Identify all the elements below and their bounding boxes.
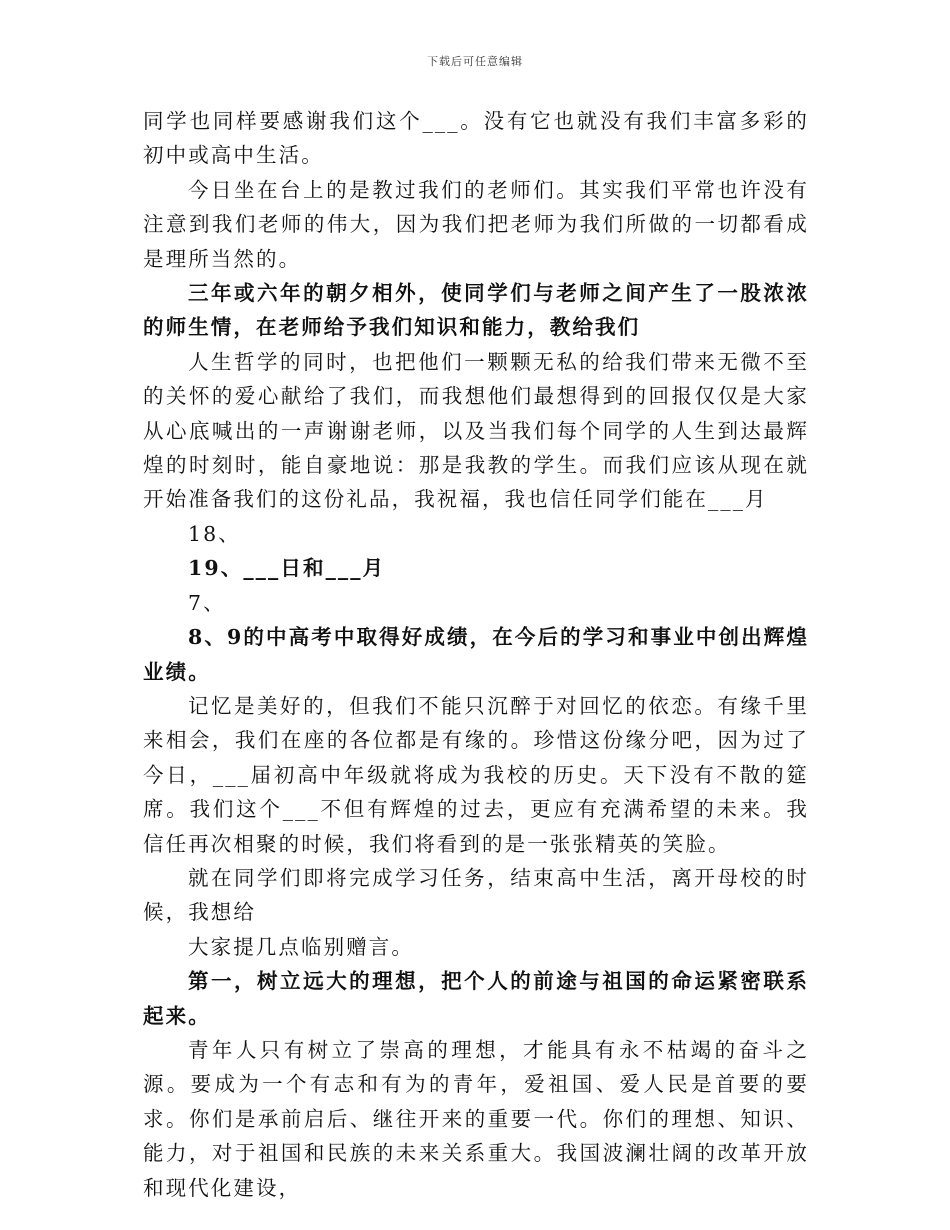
paragraph-4: 人生哲学的同时，也把他们一颗颗无私的给我们带来无微不至的关怀的爱心献给了我们，而我想他们最想得到的回报仅仅是大家从心底喊出的一声谢谢老师，以及当我们每个同学的人生到达最辉煌的时刻时，能自豪地说：那是我教的学生。而我们应该从现在就开始准备我们的这份礼品，我祝福，我也信任同学们能在___月 — [143, 349, 809, 512]
paragraph-9: 记忆是美好的，但我们不能只沉醉于对回忆的依恋。有缘千里来相会，我们在座的各位都是有缘的。珍惜这份缘分吧，因为过了今日，___届初高中年级就将成为我校的历史。天下没有不散的筵席。我们这个___不但有辉煌的过去，更应有充满希望的未来。我信任再次相聚的时候，我们将看到的是一张张精英的笑脸。 — [143, 693, 809, 856]
paragraph-12: 第一，树立远大的理想，把个人的前途与祖国的命运紧密联系起来。 — [143, 969, 809, 1028]
paragraph-11: 大家提几点临别赠言。 — [188, 934, 414, 959]
page-header: 下载后可任意编辑 — [427, 55, 523, 68]
paragraph-2: 今日坐在台上的是教过我们的老师们。其实我们平常也许没有注意到我们老师的伟大，因为我们把老师为我们所做的一切都看成是理所当然的。 — [143, 177, 809, 271]
paragraph-13: 青年人只有树立了崇高的理想，才能具有永不枯竭的奋斗之源。要成为一个有志和有为的青年，爱祖国、爱人民是首要的要求。你们是承前启后、继往开来的重要一代。你们的理想、知识、能力，对于祖国和民族的未来关系重大。我国波澜壮阔的改革开放和现代化建设， — [143, 1037, 809, 1200]
paragraph-3: 三年或六年的朝夕相外，使同学们与老师之间产生了一股浓浓的师生情，在老师给予我们知识和能力，教给我们 — [143, 281, 809, 340]
document-body — [143, 104, 809, 1205]
paragraph-8: 8、9的中高考中取得好成绩，在今后的学习和事业中创出辉煌业绩。 — [143, 625, 809, 684]
paragraph-5: 18、 — [188, 521, 241, 546]
paragraph-6: 19、___日和___月 — [188, 556, 386, 581]
paragraph-7: 7、 — [188, 590, 226, 615]
paragraph-1: 同学也同样要感谢我们这个___。没有它也就没有我们丰富多彩的初中或高中生活。 — [143, 109, 809, 168]
paragraph-10: 就在同学们即将完成学习任务，结束高中生活，离开母校的时候，我想给 — [143, 865, 809, 925]
